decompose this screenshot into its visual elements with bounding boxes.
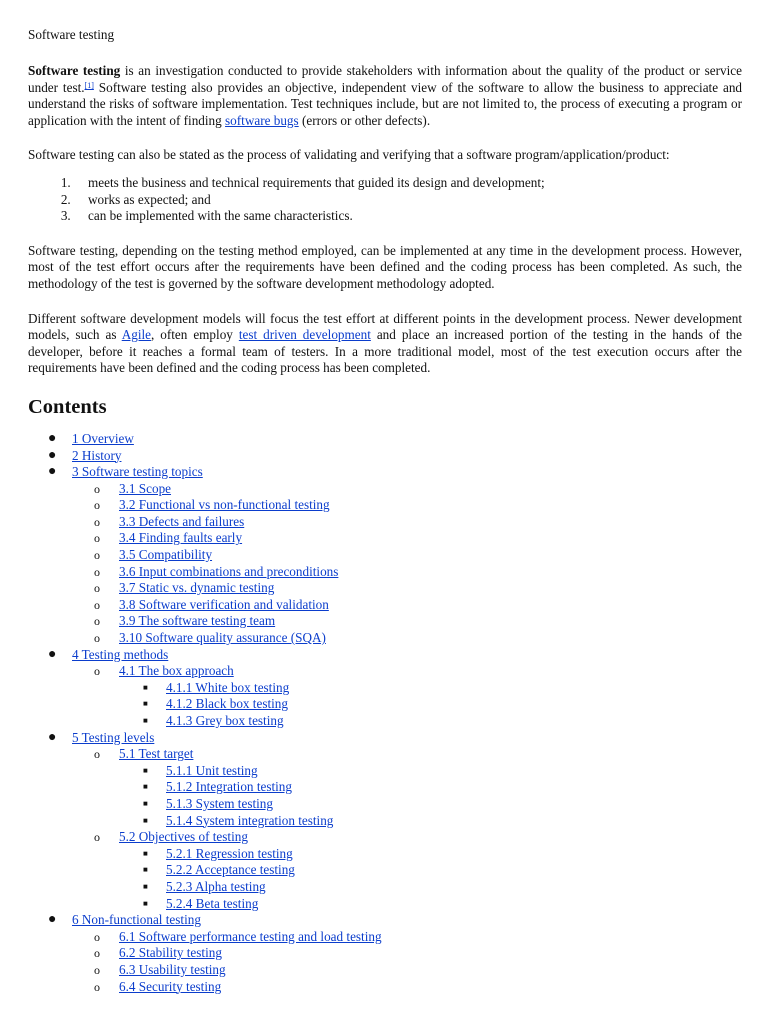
toc-link[interactable]: 1 Overview (72, 430, 134, 446)
bullet-icon: ● (48, 729, 57, 745)
toc-item (28, 514, 742, 531)
bullet-icon: o (94, 581, 100, 596)
bullet-icon: o (94, 614, 100, 629)
toc-item (28, 829, 742, 846)
models-text-2: , often employ (151, 327, 239, 343)
toc-item (28, 713, 742, 730)
bullet-icon: o (94, 747, 100, 762)
bullet-icon: ■ (143, 782, 148, 792)
toc-item (28, 763, 742, 780)
toc-item (28, 746, 742, 763)
toc-link[interactable]: 5.2.2 Acceptance testing (166, 862, 295, 878)
bullet-icon: ● (48, 430, 57, 446)
toc-link[interactable]: 3.9 The software testing team (119, 613, 276, 629)
toc-link[interactable]: 6.3 Usability testing (119, 961, 226, 977)
tdd-link[interactable]: test driven development (238, 327, 371, 343)
bullet-icon: o (94, 514, 100, 529)
agile-link[interactable]: Agile (121, 327, 152, 343)
toc-item (28, 862, 742, 879)
toc-link[interactable]: 4 Testing methods (72, 646, 169, 662)
bullet-icon: o (94, 962, 100, 977)
bullet-icon: ● (48, 464, 57, 480)
bullet-icon: ● (48, 447, 57, 463)
toc-item (28, 630, 742, 647)
toc-link[interactable]: 6.4 Security testing (119, 978, 222, 994)
toc-link[interactable]: 2 History (72, 447, 122, 463)
table-of-contents (28, 431, 742, 995)
models-text-1: Different software development models will focus the test effort at different points in the development process. Newer development models, such as (28, 310, 742, 343)
bullet-icon: o (94, 597, 100, 612)
toc-link[interactable]: 4.1.2 Black box testing (166, 696, 288, 712)
development-models-paragraph (28, 311, 742, 377)
toc-item (28, 448, 742, 465)
toc-link[interactable]: 3.4 Finding faults early (119, 530, 243, 546)
bullet-icon: ■ (143, 865, 148, 875)
toc-link[interactable]: 6 Non-functional testing (72, 912, 201, 928)
document-page (28, 26, 742, 995)
document-title: Software testing (28, 27, 115, 42)
software-bugs-link[interactable]: software bugs (225, 112, 299, 128)
toc-item (28, 431, 742, 448)
toc-link[interactable]: 3.6 Input combinations and preconditions (119, 563, 339, 579)
toc-link[interactable]: 5.1.4 System integration testing (166, 812, 334, 828)
toc-item (28, 896, 742, 913)
toc-link[interactable]: 5.1 Test target (119, 746, 194, 762)
toc-link[interactable]: 3.2 Functional vs non-functional testing (119, 497, 330, 513)
toc-link[interactable]: 5.1.1 Unit testing (166, 762, 258, 778)
toc-item (28, 547, 742, 564)
toc-item (28, 497, 742, 514)
toc-item (28, 879, 742, 896)
toc-item (28, 530, 742, 547)
toc-link[interactable]: 4.1.3 Grey box testing (166, 713, 284, 728)
bullet-icon: ■ (143, 881, 148, 891)
toc-item (28, 796, 742, 813)
toc-link[interactable]: 3 Software testing topics (72, 464, 203, 480)
toc-link[interactable]: 3.5 Compatibility (119, 547, 213, 563)
reference-link[interactable]: [1] (84, 80, 94, 90)
bullet-icon: ■ (143, 682, 148, 692)
toc-item (28, 912, 742, 929)
toc-link[interactable]: 3.7 Static vs. dynamic testing (119, 580, 275, 596)
bullet-icon: o (94, 979, 100, 994)
toc-item (28, 962, 742, 979)
bullet-icon: o (94, 564, 100, 579)
toc-item (28, 929, 742, 946)
toc-item (28, 813, 742, 830)
requirements-list (28, 175, 742, 225)
toc-link[interactable]: 3.8 Software verification and validation (119, 596, 329, 612)
models-text-3: and place an increased portion of the testing in the hands of the developer, before it reaches a formal team of testers. In a more traditional model, most of the test execution occurs after the requirements have been defined and the coding process has been completed. (28, 327, 742, 376)
toc-link[interactable]: 5.2 Objectives of testing (119, 829, 248, 845)
toc-link[interactable]: 3.10 Software quality assurance (SQA) (119, 630, 326, 646)
toc-link[interactable]: 6.1 Software performance testing and load testing (119, 928, 382, 944)
toc-link[interactable]: 4.1.1 White box testing (166, 679, 290, 695)
toc-link[interactable]: 4.1 The box approach (119, 663, 234, 679)
toc-link[interactable]: 5.1.2 Integration testing (166, 779, 292, 795)
toc-item (28, 945, 742, 962)
toc-item (28, 597, 742, 614)
bullet-icon: o (94, 481, 100, 496)
bullet-icon: o (94, 946, 100, 961)
intro-text-3: (errors or other defects). (298, 112, 431, 128)
contents-heading: Contents (28, 395, 107, 418)
toc-link[interactable]: 5.2.4 Beta testing (166, 895, 259, 911)
toc-item (28, 481, 742, 498)
bullet-icon: ● (48, 912, 57, 928)
toc-link[interactable]: 5.2.3 Alpha testing (166, 878, 266, 894)
toc-item (28, 730, 742, 747)
bullet-icon: o (94, 531, 100, 546)
toc-item (28, 564, 742, 581)
toc-link[interactable]: 5.2.1 Regression testing (166, 845, 293, 861)
bullet-icon: o (94, 548, 100, 563)
bullet-icon: o (94, 929, 100, 944)
toc-item (28, 613, 742, 630)
intro-text-1: is an investigation conducted to provide stakeholders with information about the quality of the product or service under test. (28, 63, 742, 95)
toc-link[interactable]: 3.1 Scope (119, 480, 172, 496)
bullet-icon: o (94, 664, 100, 679)
bullet-icon: ● (48, 646, 57, 662)
intro-bold-term: Software testing (28, 63, 121, 78)
toc-link[interactable]: 6.2 Stability testing (119, 945, 222, 961)
bullet-icon: ■ (143, 699, 148, 709)
bullet-icon: o (94, 830, 100, 845)
toc-item (28, 979, 742, 996)
bullet-icon: ■ (143, 815, 148, 825)
toc-item (28, 464, 742, 481)
toc-item (28, 580, 742, 597)
toc-item (28, 647, 742, 664)
bullet-icon: ■ (143, 798, 148, 808)
bullet-icon: o (94, 631, 100, 646)
bullet-icon: ■ (143, 765, 148, 775)
validation-paragraph: Software testing can also be stated as the process of validating and verifying that a software program/application/product: (28, 147, 670, 163)
requirement-item: 1. meets the business and technical requirements that guided its design and development; (74, 175, 742, 192)
intro-paragraph (28, 63, 742, 129)
toc-item (28, 663, 742, 680)
requirement-item: 2. works as expected; and (74, 192, 742, 209)
toc-item (28, 779, 742, 796)
bullet-icon: o (94, 498, 100, 513)
toc-link[interactable]: 5.1.3 System testing (166, 795, 273, 811)
bullet-icon: ■ (143, 716, 148, 725)
toc-link[interactable]: 5 Testing levels (72, 729, 155, 745)
methodology-paragraph: Software testing, depending on the testing method employed, can be implemented at any time in the development process. However, most of the test effort occurs after the requirements have been defined and the coding process has been completed. As such, the methodology of the test is governed by the software development methodology adopted. (28, 242, 742, 291)
bullet-icon: ■ (143, 898, 148, 908)
bullet-icon: ■ (143, 848, 148, 858)
toc-link[interactable]: 3.3 Defects and failures (119, 513, 245, 529)
intro-text-2: Software testing also provides an objective, independent view of the software to allow the business to appreciate and understand the risks of software implementation. Test techniques include, but are not limited to, the process of executing a program or application with the intent of finding (28, 79, 743, 128)
toc-item (28, 680, 742, 697)
toc-item (28, 846, 742, 863)
toc-item (28, 696, 742, 713)
requirement-item: 3. can be implemented with the same characteristics. (74, 208, 742, 225)
